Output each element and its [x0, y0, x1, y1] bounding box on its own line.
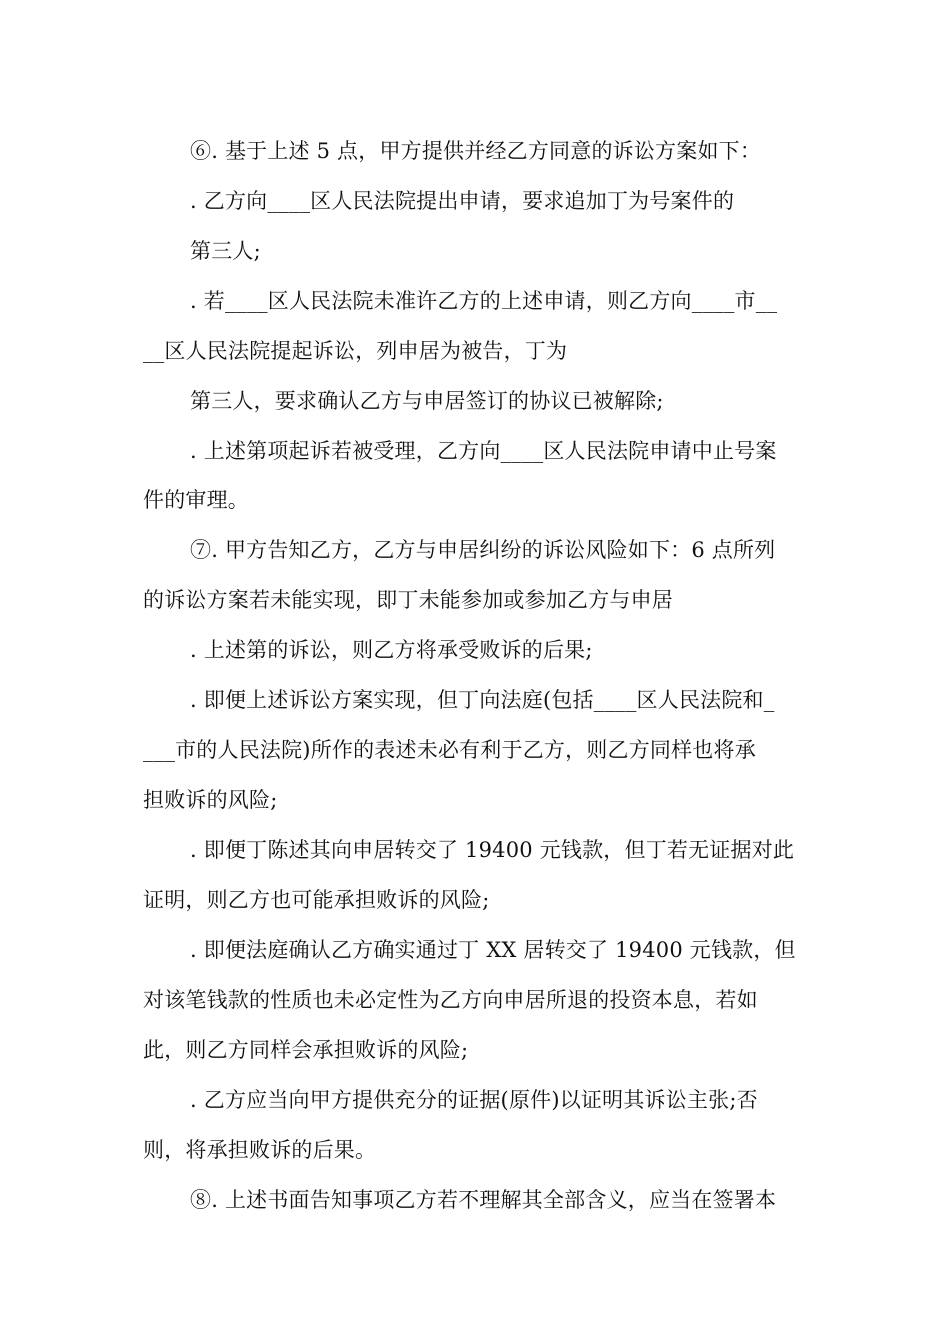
- paragraph-7-line-3: . 上述第的诉讼，则乙方将承受败诉的后果;: [190, 638, 593, 662]
- paragraph-7-line-6: 担败诉的风险;: [143, 788, 278, 812]
- paragraph-7-line-13: 则，将承担败诉的后果。: [143, 1138, 377, 1162]
- paragraph-6-line-7: . 上述第项起诉若被受理，乙方向____区人民法院申请中止号案: [190, 439, 777, 463]
- paragraph-7-line-5: ___市的人民法院)所作的表述未必有利于乙方，则乙方同样也将承: [143, 738, 756, 762]
- paragraph-6-line-5: __区人民法院提起诉讼，列申居为被告，丁为: [143, 339, 568, 363]
- paragraph-7-line-10: 对该笔钱款的性质也未必定性为乙方向申居所退的投资本息，若如: [143, 988, 758, 1012]
- paragraph-6-line-6: 第三人，要求确认乙方与申居签订的协议已被解除;: [190, 389, 664, 413]
- paragraph-6-line-8: 件的审理。: [143, 488, 249, 512]
- paragraph-7-line-8: 证明，则乙方也可能承担败诉的风险;: [143, 888, 490, 912]
- paragraph-7-line-4: . 即便上述诉讼方案实现，但丁向法庭(包括____区人民法院和_: [190, 688, 775, 712]
- paragraph-6-line-2: . 乙方向____区人民法院提出申请，要求追加丁为号案件的: [190, 189, 735, 213]
- paragraph-8-line-1: ⑧. 上述书面告知事项乙方若不理解其全部含义，应当在签署本: [190, 1188, 777, 1212]
- paragraph-6-line-4: . 若____区人民法院未准许乙方的上述申请，则乙方向____市__: [190, 289, 778, 313]
- paragraph-7-line-9: . 即便法庭确认乙方确实通过丁 XX 居转交了 19400 元钱款，但: [190, 938, 796, 962]
- paragraph-7-line-7: . 即便丁陈述其向申居转交了 19400 元钱款，但丁若无证据对此: [190, 838, 795, 862]
- paragraph-7-line-2: 的诉讼方案若未能实现，即丁未能参加或参加乙方与申居: [143, 588, 673, 612]
- paragraph-7-line-1: ⑦. 甲方告知乙方，乙方与申居纠纷的诉讼风险如下：6 点所列: [190, 538, 776, 562]
- paragraph-7-line-12: . 乙方应当向甲方提供充分的证据(原件)以证明其诉讼主张;否: [190, 1088, 758, 1112]
- paragraph-6-line-1: ⑥. 基于上述 5 点，甲方提供并经乙方同意的诉讼方案如下：: [190, 139, 762, 163]
- paragraph-7-line-11: 此，则乙方同样会承担败诉的风险;: [143, 1038, 469, 1062]
- paragraph-6-line-3: 第三人;: [190, 239, 261, 263]
